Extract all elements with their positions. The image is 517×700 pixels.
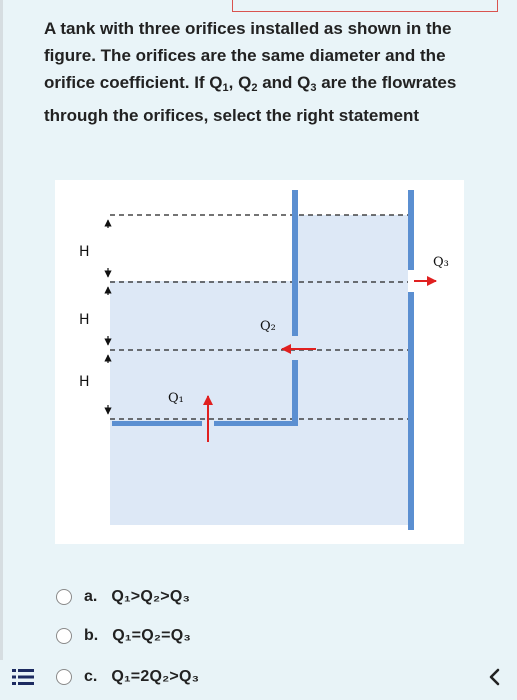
water-upper	[297, 215, 408, 281]
option-a[interactable]	[56, 584, 190, 610]
chevron-left-icon[interactable]	[484, 666, 506, 688]
water-main	[110, 281, 408, 525]
question-text: A tank with three orifices installed as shown in the figure. The orifices are the same diameter and the orifice coefficient. If Q1, Q2 and Q3 are the flowrates through the orifices, select the right statement	[44, 19, 457, 125]
option-c[interactable]	[56, 664, 199, 690]
option-b-text: Q₁=Q₂=Q₃	[112, 627, 191, 644]
q2-label: Q₂	[260, 319, 276, 334]
option-b-letter: b.	[84, 627, 99, 644]
q1-label: Q₁	[168, 391, 184, 406]
floor-right	[214, 421, 298, 426]
answer-feedback-box	[232, 0, 498, 12]
option-a-text: Q₁>Q₂>Q₃	[111, 588, 191, 605]
floor-left	[112, 421, 202, 426]
radio-option-b[interactable]	[56, 628, 72, 644]
h-label-3: H	[79, 374, 90, 390]
q3-label: Q₃	[433, 255, 449, 270]
radio-option-a[interactable]	[56, 589, 72, 605]
option-a-letter: a.	[84, 588, 98, 605]
option-c-letter: c.	[84, 668, 98, 685]
divider-wall-top	[292, 190, 298, 336]
h-label-2: H	[79, 312, 90, 328]
radio-option-c[interactable]	[56, 669, 72, 685]
option-b[interactable]	[56, 623, 191, 649]
tank-figure	[55, 180, 464, 544]
right-wall-bottom	[408, 292, 414, 530]
option-c-text: Q₁=2Q₂>Q₃	[111, 668, 200, 685]
h-label-1: H	[79, 244, 90, 260]
divider-wall-bottom	[292, 360, 298, 422]
right-wall-top	[408, 190, 414, 270]
list-menu-icon[interactable]	[12, 668, 34, 686]
card-left-border	[0, 0, 3, 660]
